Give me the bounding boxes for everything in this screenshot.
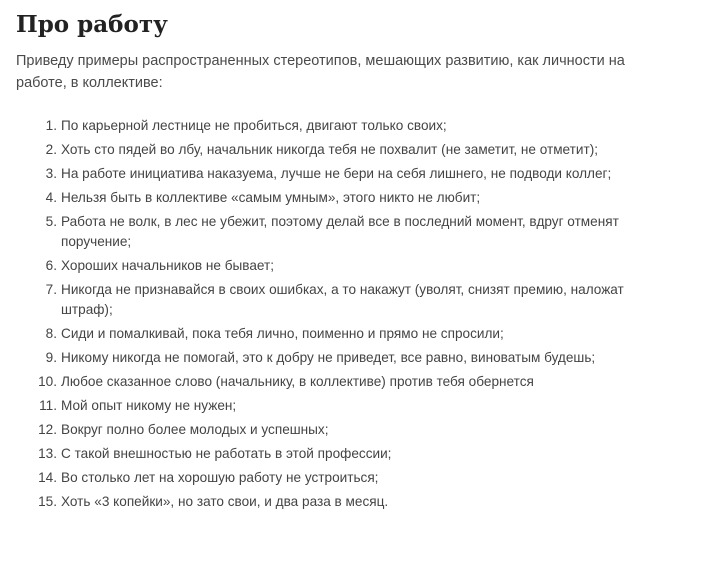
- list-item-number: 2.: [45, 142, 57, 157]
- list-item: [38, 492, 641, 512]
- list-item: [45, 256, 641, 276]
- intro-paragraph: Приведу примеры распространенных стереотипов, мешающих развитию, как личности на работе, в коллективе:: [16, 53, 625, 91]
- list-item: [45, 188, 641, 208]
- list-item-text: Хоть «3 копейки», но зато свои, и два раза в месяц.: [61, 494, 389, 509]
- list-item-text: Сиди и помалкивай, пока тебя лично, поименно и прямо не спросили;: [61, 326, 504, 341]
- section-title: Про работу: [16, 11, 168, 38]
- list-item-text: По карьерной лестнице не пробиться, двигают только своих;: [61, 118, 447, 133]
- list-item-number: 4.: [45, 190, 57, 205]
- stereotype-list: [16, 116, 641, 512]
- list-item: [45, 280, 641, 320]
- list-item-text: Вокруг полно более молодых и успешных;: [61, 422, 329, 437]
- list-item-text: Любое сказанное слово (начальнику, в коллективе) против тебя обернется: [61, 374, 534, 389]
- list-item-number: 10.: [38, 374, 57, 389]
- list-item-text: Мой опыт никому не нужен;: [61, 398, 237, 413]
- list-item-text: Хоть сто пядей во лбу, начальник никогда тебя не похвалит (не заметит, не отметит);: [61, 142, 599, 157]
- list-item-text: На работе инициатива наказуема, лучше не бери на себя лишнего, не подводи коллег;: [61, 166, 612, 181]
- list-item-text: Никому никогда не помогай, это к добру не приведет, все равно, виноватым будешь;: [61, 350, 596, 365]
- list-item-number: 9.: [45, 350, 57, 365]
- list-item-number: 1.: [45, 118, 57, 133]
- list-item: [38, 468, 641, 488]
- list-item-text: Работа не волк, в лес не убежит, поэтому делай все в последний момент, вдруг отменят поручение;: [61, 214, 619, 249]
- list-item-number: 14.: [38, 470, 57, 485]
- list-item-number: 15.: [38, 494, 57, 509]
- list-item-text: Нельзя быть в коллективе «самым умным», этого никто не любит;: [61, 190, 481, 205]
- list-item-number: 5.: [45, 214, 57, 229]
- list-item: [38, 444, 641, 464]
- list-item: [45, 164, 641, 184]
- list-item-text: Хороших начальников не бывает;: [61, 258, 274, 273]
- list-item-number: 11.: [39, 398, 57, 413]
- list-item: [45, 348, 641, 368]
- list-item: [45, 140, 641, 160]
- list-item-text: Во столько лет на хорошую работу не устроиться;: [61, 470, 379, 485]
- list-item-number: 7.: [45, 282, 57, 297]
- list-item: [45, 212, 641, 252]
- list-item: [39, 396, 641, 416]
- list-item: [45, 116, 641, 136]
- list-item: [38, 420, 641, 440]
- list-item-number: 13.: [38, 446, 57, 461]
- list-item-number: 3.: [45, 166, 57, 181]
- list-item-text: С такой внешностью не работать в этой профессии;: [61, 446, 392, 461]
- list-item-number: 8.: [45, 326, 57, 341]
- list-item-text: Никогда не признавайся в своих ошибках, а то накажут (уволят, снизят премию, наложат штраф);: [61, 282, 624, 317]
- list-item: [45, 324, 641, 344]
- list-item-number: 6.: [45, 258, 57, 273]
- list-item: [38, 372, 641, 392]
- list-item-number: 12.: [38, 422, 57, 437]
